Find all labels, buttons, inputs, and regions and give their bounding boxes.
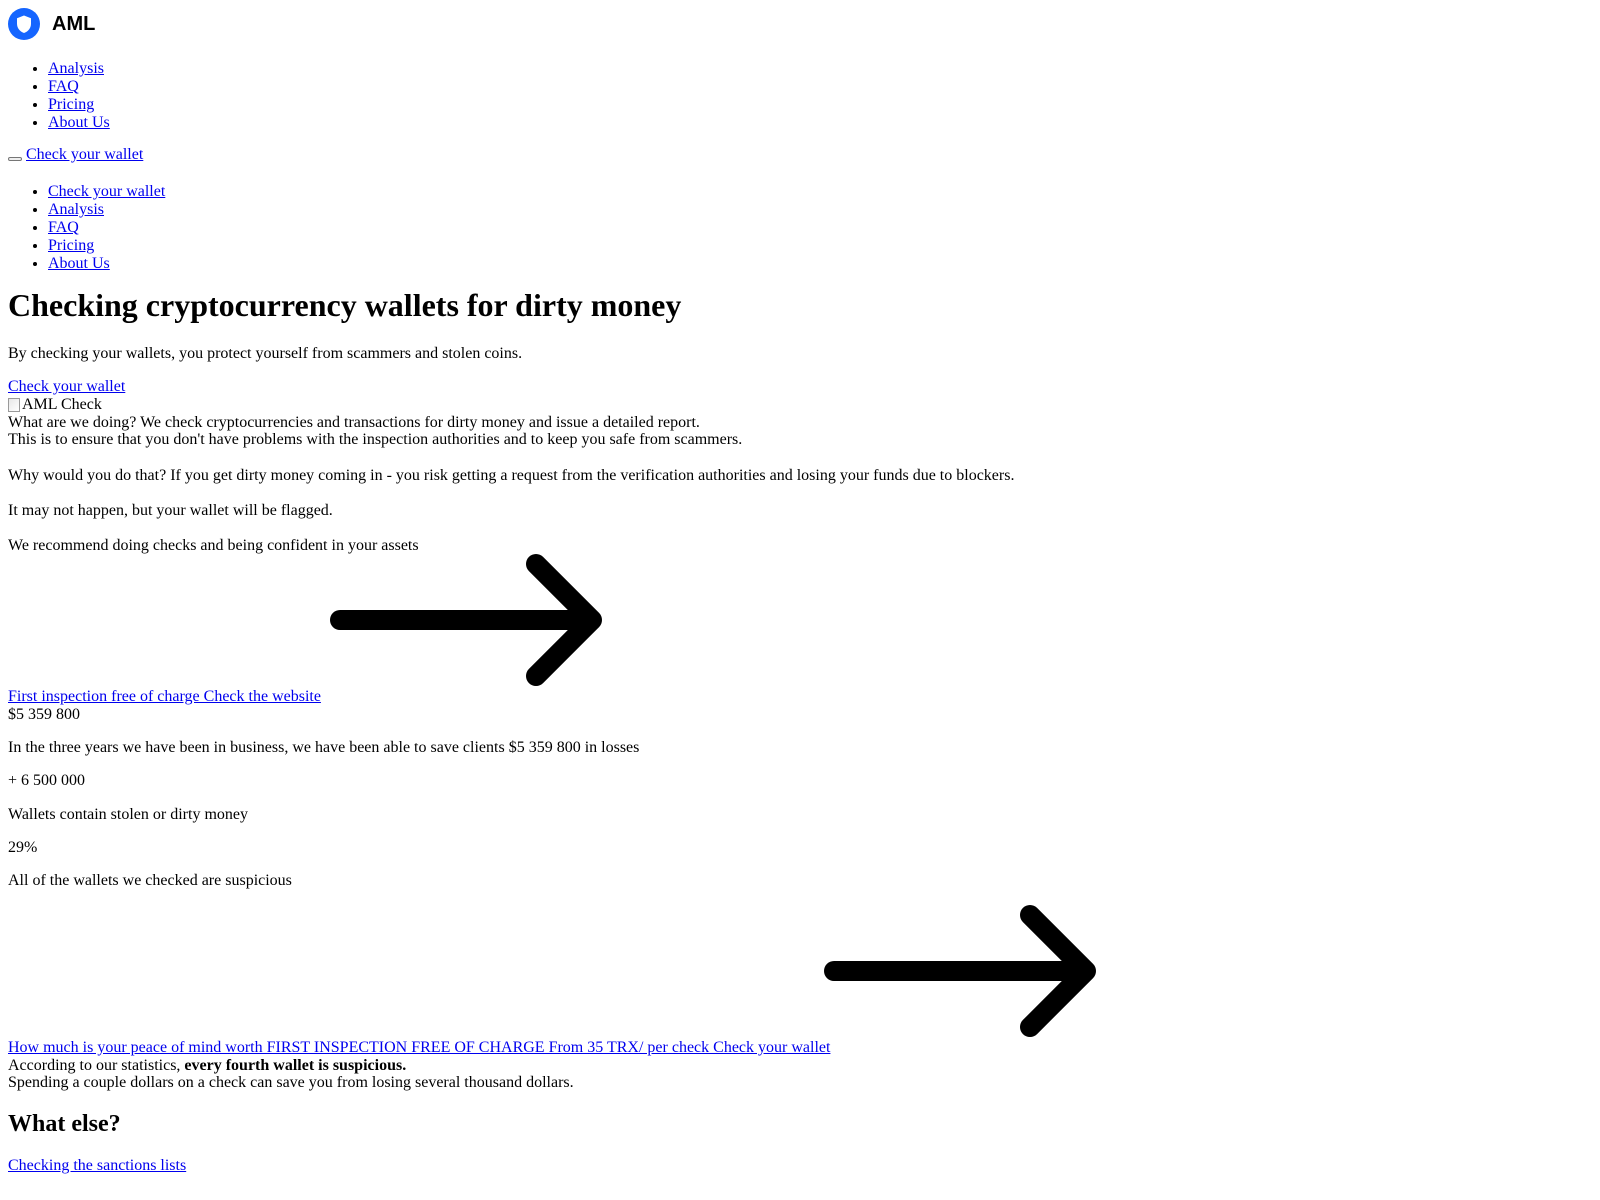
mobile-nav-link-faq[interactable]: FAQ — [48, 219, 79, 236]
about-line-why: Why would you do that? If you get dirty money coming in - you risk getting a request from the verification authorities and losing your funds due to blockers. — [8, 467, 1015, 484]
stats-note — [8, 1057, 406, 1075]
mobile-nav-link-about[interactable]: About Us — [48, 255, 110, 272]
sanctions-lists-link[interactable]: Checking the sanctions lists — [8, 1157, 187, 1174]
mobile-nav — [0, 183, 165, 273]
hero-title: Checking cryptocurrency wallets for dirty money — [8, 287, 682, 323]
first-inspection-link[interactable]: First inspection free of charge Check the website — [8, 688, 321, 705]
about-line-ensure: This is to ensure that you don't have problems with the inspection authorities and to keep you safe from scammers. — [8, 431, 743, 448]
stat-saved-text: In the three years we have been in business, we have been able to save clients $5 359 800 in losses — [8, 739, 640, 756]
main-nav — [0, 60, 110, 132]
pricing-check-wallet-link[interactable]: How much is your peace of mind worth FIRST INSPECTION FREE OF CHARGE From 35 TRX/ per check Check your wallet — [8, 1039, 831, 1056]
stat-suspicious-value: 29% — [8, 839, 38, 856]
mobile-nav-item-faq — [48, 219, 165, 237]
mobile-nav-item-pricing — [48, 237, 165, 255]
nav-link-about[interactable]: About Us — [48, 114, 110, 131]
header-actions — [8, 146, 143, 164]
mobile-nav-link-check-wallet[interactable]: Check your wallet — [48, 183, 166, 200]
mobile-nav-item-about — [48, 255, 165, 273]
nav-link-faq[interactable]: FAQ — [48, 78, 79, 95]
mobile-nav-item-analysis — [48, 201, 165, 219]
about-line-what: What are we doing? We check cryptocurrencies and transactions for dirty money and issue a detailed report. — [8, 414, 700, 431]
nav-item-faq — [48, 78, 110, 96]
shield-icon[interactable] — [8, 8, 40, 40]
hero-check-wallet-link[interactable]: Check your wallet — [8, 378, 126, 395]
stats-note-prefix: According to our statistics, — [8, 1057, 185, 1074]
header-check-wallet-link[interactable]: Check your wallet — [26, 146, 144, 163]
arrow-right-icon — [824, 903, 1096, 1037]
stats-note-emphasis: every fourth wallet is suspicious. — [184, 1057, 407, 1074]
broken-image-icon — [8, 398, 20, 412]
mobile-nav-item-check — [48, 183, 165, 201]
nav-item-about — [48, 114, 110, 132]
what-else-title: What else? — [8, 1111, 121, 1137]
about-line-recommend: We recommend doing checks and being confident in your assets — [8, 537, 419, 554]
menu-toggle-icon[interactable] — [8, 157, 22, 161]
stat-saved-value: $5 359 800 — [8, 706, 80, 723]
about-line-flagged: It may not happen, but your wallet will be flagged. — [8, 502, 333, 519]
mobile-nav-link-pricing[interactable]: Pricing — [48, 237, 95, 254]
hero-image — [8, 396, 102, 414]
hero-image-alt: AML Check — [22, 396, 102, 413]
mobile-nav-link-analysis[interactable]: Analysis — [48, 201, 104, 218]
stat-wallets-value: + 6 500 000 — [8, 772, 86, 789]
site-header — [8, 8, 95, 40]
hero-subtitle: By checking your wallets, you protect yourself from scammers and stolen coins. — [8, 345, 523, 362]
nav-item-pricing — [48, 96, 110, 114]
stat-suspicious-text: All of the wallets we checked are suspicious — [8, 872, 292, 889]
nav-link-analysis[interactable]: Analysis — [48, 60, 104, 77]
arrow-right-icon — [330, 552, 602, 686]
nav-item-analysis — [48, 60, 110, 78]
brand-name[interactable]: AML — [52, 13, 96, 35]
stat-wallets-text: Wallets contain stolen or dirty money — [8, 806, 248, 823]
nav-link-pricing[interactable]: Pricing — [48, 96, 95, 113]
stats-note-line2: Spending a couple dollars on a check can save you from losing several thousand dollars. — [8, 1074, 574, 1091]
